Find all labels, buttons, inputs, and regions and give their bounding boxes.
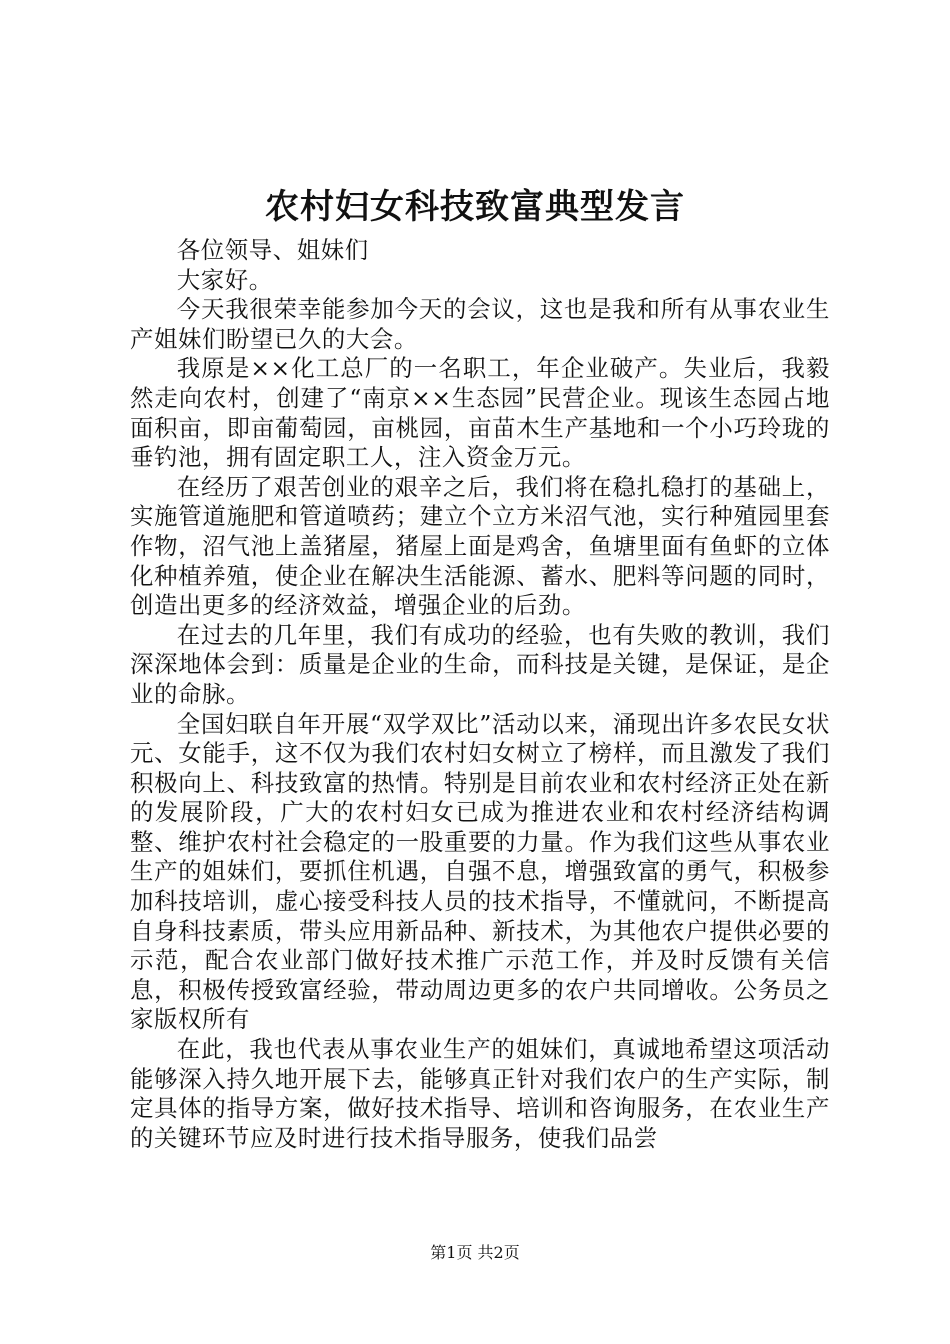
greeting-line: 各位领导、姐妹们 <box>176 236 369 264</box>
body-paragraph: 今天我很荣幸能参加今天的会议，这也是我和所有从事农业生产姐妹们盼望已久的大会。 <box>130 295 830 353</box>
salutation-line: 大家好。 <box>176 265 273 294</box>
body-paragraph: 我原是××化工总厂的一名职工，年企业破产。失业后，我毅然走向农村，创建了“南京××生态园”民营企业。现该生态园占地面积亩，即亩葡萄园，亩桃园，亩苗木生产基地和一个小巧玲珑的垂钓池，拥有固定职工人，注入资金万元。 <box>130 354 830 472</box>
body-paragraph: 在此，我也代表从事农业生产的姐妹们，真诚地希望这项活动能够深入持久地开展下去，能够真正针对我们农户的生产实际，制定具体的指导方案，做好技术指导、培训和咨询服务，在农业生产的关键环节应及时进行技术指导服务，使我们品尝 <box>130 1035 830 1152</box>
document-title: 农村妇女科技致富典型发言 <box>265 187 685 227</box>
body-paragraph: 在经历了艰苦创业的艰辛之后，我们将在稳扎稳打的基础上，实施管道施肥和管道喷药；建立个立方米沼气池，实行种殖园里套作物，沼气池上盖猪屋，猪屋上面是鸡舍，鱼塘里面有鱼虾的立体化种植养殖，使企业在解决生活能源、蓄水、肥料等问题的同时，创造出更多的经济效益，增强企业的后劲。 <box>130 472 830 620</box>
document-body <box>130 236 830 1153</box>
body-paragraph: 在过去的几年里，我们有成功的经验，也有失败的教训，我们深深地体会到：质量是企业的生命，而科技是关键，是保证，是企业的命脉。 <box>130 620 830 708</box>
body-paragraph: 全国妇联自年开展“双学双比”活动以来，涌现出许多农民女状元、女能手，这不仅为我们农村妇女树立了榜样，而且激发了我们积极向上、科技致富的热情。特别是目前农业和农村经济正处在新的发展阶段，广大的农村妇女已成为推进农业和农村经济结构调整、维护农村社会稳定的一股重要的力量。作为我们这些从事农业生产的姐妹们，要抓住机遇，自强不息，增强致富的勇气，积极参加科技培训，虚心接受科技人员的技术指导，不懂就问，不断提高自身科技素质，带头应用新品种、新技术，为其他农户提供必要的示范，配合农业部门做好技术推广示范工作，并及时反馈有关信息，积极传授致富经验，带动周边更多的农户共同增收。公务员之家版权所有 <box>130 709 830 1034</box>
page-number-footer: 第1页 共2页 <box>430 1243 520 1262</box>
